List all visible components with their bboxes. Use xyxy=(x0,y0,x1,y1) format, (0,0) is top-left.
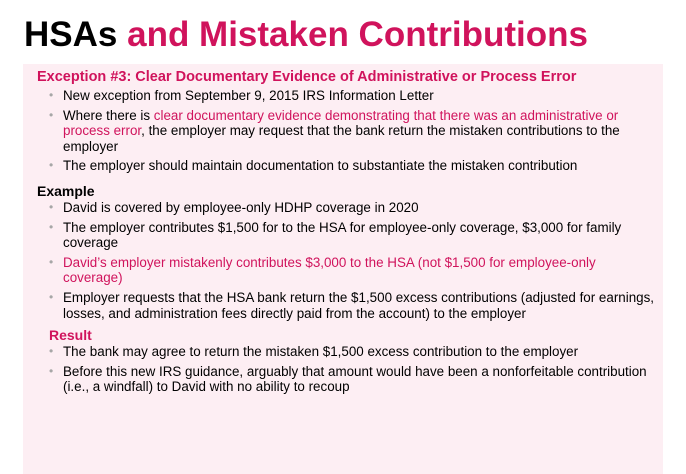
example-heading: Example xyxy=(37,182,95,199)
content-body xyxy=(37,68,655,399)
list-item xyxy=(37,220,655,251)
list-item xyxy=(37,344,655,360)
list-item xyxy=(37,290,655,321)
example-bullet-2: The employer contributes $1,500 for to the HSA for employee-only coverage, $3,000 for family coverage xyxy=(63,219,622,251)
bullet-icon: • xyxy=(49,199,54,214)
exception-bullet-3: The employer should maintain documentation to substantiate the mistaken contribution xyxy=(63,158,578,174)
exception-bullet-2-pre: Where there is xyxy=(63,107,154,123)
list-item xyxy=(37,108,655,155)
list-item xyxy=(37,200,655,216)
result-bullet-2: Before this new IRS guidance, arguably that amount would have been a nonforfeitable contribution (i.e., a windfall) to David with no ability to recoup xyxy=(63,363,647,395)
example-bullet-3: David’s employer mistakenly contributes $3,000 to the HSA (not $1,500 for employee-only coverage) xyxy=(63,254,596,286)
exception-bullet-2-post: , the employer may request that the bank return the mistaken contributions to the employer xyxy=(63,123,620,154)
list-item xyxy=(37,364,655,395)
example-bullet-1: David is covered by employee-only HDHP coverage in 2020 xyxy=(63,199,419,215)
list-item xyxy=(37,255,655,286)
result-heading: Result xyxy=(49,327,92,344)
example-list xyxy=(37,200,655,321)
bullet-icon: • xyxy=(49,219,54,234)
exception-bullet-1: New exception from September 9, 2015 IRS Information Letter xyxy=(63,88,434,103)
result-bullet-1: The bank may agree to return the mistaken $1,500 excess contribution to the employer xyxy=(63,344,579,360)
content-panel xyxy=(23,64,663,474)
bullet-icon: • xyxy=(49,344,54,359)
result-list xyxy=(37,344,655,395)
bullet-icon: • xyxy=(49,158,54,173)
bullet-icon: • xyxy=(49,88,54,102)
example-bullet-4: Employer requests that the HSA bank return the $1,500 excess contributions (adjusted for earnings, losses, and administration fees directly paid from the account) to the employer xyxy=(63,289,655,321)
bullet-icon: • xyxy=(49,254,54,269)
title-part-mistaken-contributions: and Mistaken Contributions xyxy=(127,15,588,54)
list-item xyxy=(37,88,655,104)
bullet-icon: • xyxy=(49,363,54,378)
list-item xyxy=(37,158,655,174)
exception-heading: Exception #3: Clear Documentary Evidence of Administrative or Process Error xyxy=(37,69,577,85)
page-title xyxy=(24,14,588,56)
exception-bullet-2-highlight: clear documentary evidence demonstrating that there was an administrative or process error xyxy=(63,107,619,139)
exception-list xyxy=(37,88,655,174)
bullet-icon: • xyxy=(49,107,54,122)
bullet-icon: • xyxy=(49,289,54,304)
title-part-hsas: HSAs xyxy=(24,15,118,54)
